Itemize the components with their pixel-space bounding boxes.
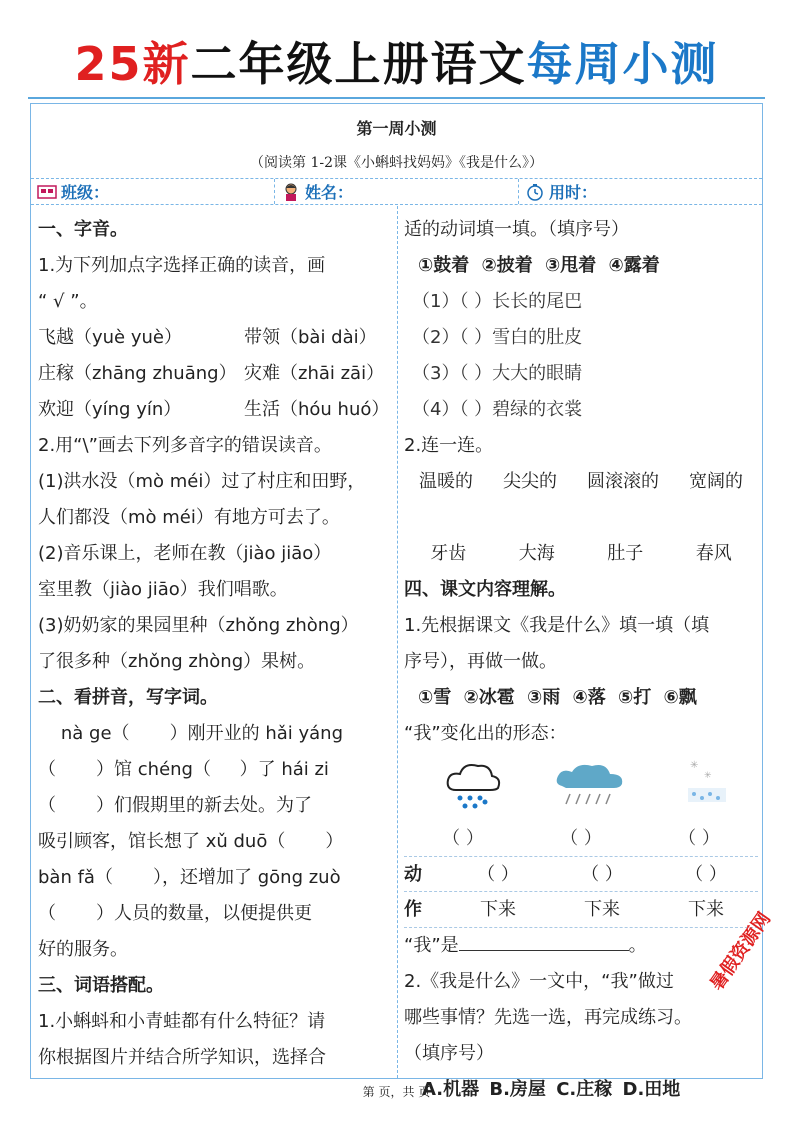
connect-top-1[interactable]: 温暖的 [419, 471, 473, 492]
svg-text:✳: ✳ [704, 771, 712, 781]
action-row-1 [404, 856, 758, 892]
svg-text:✳: ✳ [690, 760, 699, 771]
pinyin-choice[interactable]: 生活（hóu huó） [244, 399, 390, 420]
wo-shi-label: “我”是 [404, 935, 459, 956]
question-line: 室里教（jiào jiāo）我们唱歌。 [38, 579, 288, 600]
verb-options: ①鼓着 ②披着 ③甩着 ④露着 [418, 255, 660, 276]
question-line: 吸引顾客，馆长想了 xǔ duō（ ） [38, 831, 344, 852]
question-line: (2)音乐课上，老师在教（jiào jiāo） [38, 543, 332, 564]
connect-top-3[interactable]: 圆滚滚的 [587, 471, 659, 492]
xialai-3: 下来 [688, 899, 724, 920]
pinyin-choice[interactable]: 灾难（zhāi zāi） [244, 363, 385, 384]
wo-shi-line: “我”是 。 [404, 928, 758, 964]
connect-bottom-4[interactable]: 春风 [695, 543, 732, 564]
time-field[interactable] [519, 179, 762, 204]
wo-shi-blank[interactable] [459, 929, 629, 951]
connect-bottom-row [404, 536, 758, 572]
question-line: 你根据图片并结合所学知识，选择合 [38, 1047, 326, 1068]
pinyin-choice[interactable]: 欢迎（yíng yín） [38, 399, 182, 420]
hail-cloud-icon [444, 758, 504, 816]
page-banner [0, 28, 793, 96]
question-line: （ ）们假期里的新去处。为了 [38, 795, 313, 816]
question-line: “ √ ”。 [38, 291, 98, 312]
question-line: nà ge（ ）刚开业的 hǎi yáng [38, 723, 343, 744]
fill-item-3[interactable]: （3）（ ）大大的眼睛 [412, 363, 583, 384]
snow-icon [682, 756, 732, 814]
page-title: 第一周小测 [356, 119, 437, 138]
watermark: 暑假资源网 [706, 908, 776, 995]
connect-top-2[interactable]: 尖尖的 [503, 471, 557, 492]
xialai-2: 下来 [584, 899, 620, 920]
question-line: (1)洪水没（mò méi）过了村庄和田野， [38, 471, 366, 492]
action-row-2 [404, 892, 758, 928]
connect-top-row [404, 464, 758, 500]
weather-icons-row [404, 752, 758, 822]
question-line: 2.用“\”画去下列多音字的错误读音。 [38, 435, 332, 456]
connect-bottom-1[interactable]: 牙齿 [430, 543, 467, 564]
question-line [38, 320, 392, 356]
class-field[interactable] [31, 179, 275, 204]
question-line [38, 392, 392, 428]
section-heading: 二、看拼音，写字词。 [38, 687, 218, 708]
left-column [38, 212, 392, 1076]
banner-part2: 二年级上册语文 [190, 37, 527, 91]
pinyin-choice[interactable]: 飞越（yuè yuè） [38, 327, 182, 348]
action-label-1: 动 [404, 864, 422, 885]
question-line: （ ）馆 chéng（ ）了 hái zi [38, 759, 329, 780]
clock-icon [525, 183, 545, 201]
q4-1-line-b: 序号），再做一做。 [404, 651, 557, 672]
banner-divider [28, 97, 765, 99]
weather-options: ①雪 ②冰雹 ③雨 ④落 ⑤打 ⑥飘 [418, 687, 697, 708]
action-answer-2[interactable]: （ ） [581, 864, 623, 885]
q4-2-line-b: 哪些事情？先选一选，再完成练习。 [404, 1007, 692, 1028]
column-divider [397, 206, 398, 1078]
question-line: （ ）人员的数量，以便提供更 [38, 903, 313, 924]
action-answer-3[interactable]: （ ） [685, 864, 727, 885]
form-answer-2[interactable]: （ ） [560, 828, 602, 849]
q3-intro-cont: 适的动词填一填。（填序号） [404, 219, 629, 240]
name-field[interactable] [275, 179, 519, 204]
xialai-1: 下来 [480, 899, 516, 920]
form-answer-3[interactable]: （ ） [678, 828, 720, 849]
classroom-icon [37, 183, 57, 201]
action-answer-1[interactable]: （ ） [477, 864, 519, 885]
question-line: 了很多种（zhǒng zhòng）果树。 [38, 651, 316, 672]
fill-item-4[interactable]: （4）（ ）碧绿的衣裳 [412, 399, 583, 420]
connect-top-4[interactable]: 宽阔的 [689, 471, 743, 492]
question-line: 人们都没（mò méi）有地方可去了。 [38, 507, 340, 528]
banner-part1: 25新 [74, 37, 191, 91]
page-footer: 第 页，共 页 [362, 1085, 431, 1099]
banner-part3: 每周小测 [526, 37, 719, 91]
q4-2-line-a: 2.《我是什么》一文中，“我”做过 [404, 971, 674, 992]
info-bar [31, 178, 762, 205]
fill-item-2[interactable]: （2）（ ）雪白的肚皮 [412, 327, 583, 348]
question-line: 好的服务。 [38, 939, 128, 960]
class-label: 班级： [61, 183, 110, 202]
fill-item-1[interactable]: （1）（ ）长长的尾巴 [412, 291, 583, 312]
name-label: 姓名： [305, 183, 354, 202]
right-column [404, 212, 758, 1108]
question-line: (3)奶奶家的果园里种（zhǒng zhòng） [38, 615, 359, 636]
connect-bottom-2[interactable]: 大海 [518, 543, 555, 564]
q4-2-options: A.机器 B.房屋 C.庄稼 D.田地 [422, 1079, 681, 1100]
section-heading: 一、字音。 [38, 219, 128, 240]
connect-gap [404, 500, 758, 536]
rain-cloud-icon [554, 760, 628, 816]
student-icon [281, 183, 301, 201]
question-line: 1.小蝌蚪和小青蛙都有什么特征？请 [38, 1011, 326, 1032]
section-4-heading: 四、课文内容理解。 [404, 579, 566, 600]
q4-1-line-a: 1.先根据课文《我是什么》填一填（填 [404, 615, 710, 636]
connect-bottom-3[interactable]: 肚子 [607, 543, 644, 564]
form-answer-1[interactable]: （ ） [442, 828, 484, 849]
action-label-2: 作 [404, 899, 422, 920]
forms-label: “我”变化出的形态： [404, 723, 567, 744]
pinyin-choice[interactable]: 庄稼（zhāng zhuāng） [38, 363, 237, 384]
form-answer-row [404, 822, 758, 856]
question-line: bàn fǎ（ ），还增加了 gōng zuò [38, 867, 341, 888]
question-line: 1.为下列加点字选择正确的读音，画 [38, 255, 326, 276]
time-label: 用时： [549, 183, 598, 202]
pinyin-choice[interactable]: 带领（bài dài） [244, 327, 377, 348]
q4-2-line-c: （填序号） [404, 1043, 494, 1064]
connect-title: 2.连一连。 [404, 435, 494, 456]
section-heading: 三、词语搭配。 [38, 975, 164, 996]
page-subtitle: （阅读第 1-2课《小蝌蚪找妈妈》《我是什么》） [250, 155, 543, 171]
question-line [38, 356, 392, 392]
